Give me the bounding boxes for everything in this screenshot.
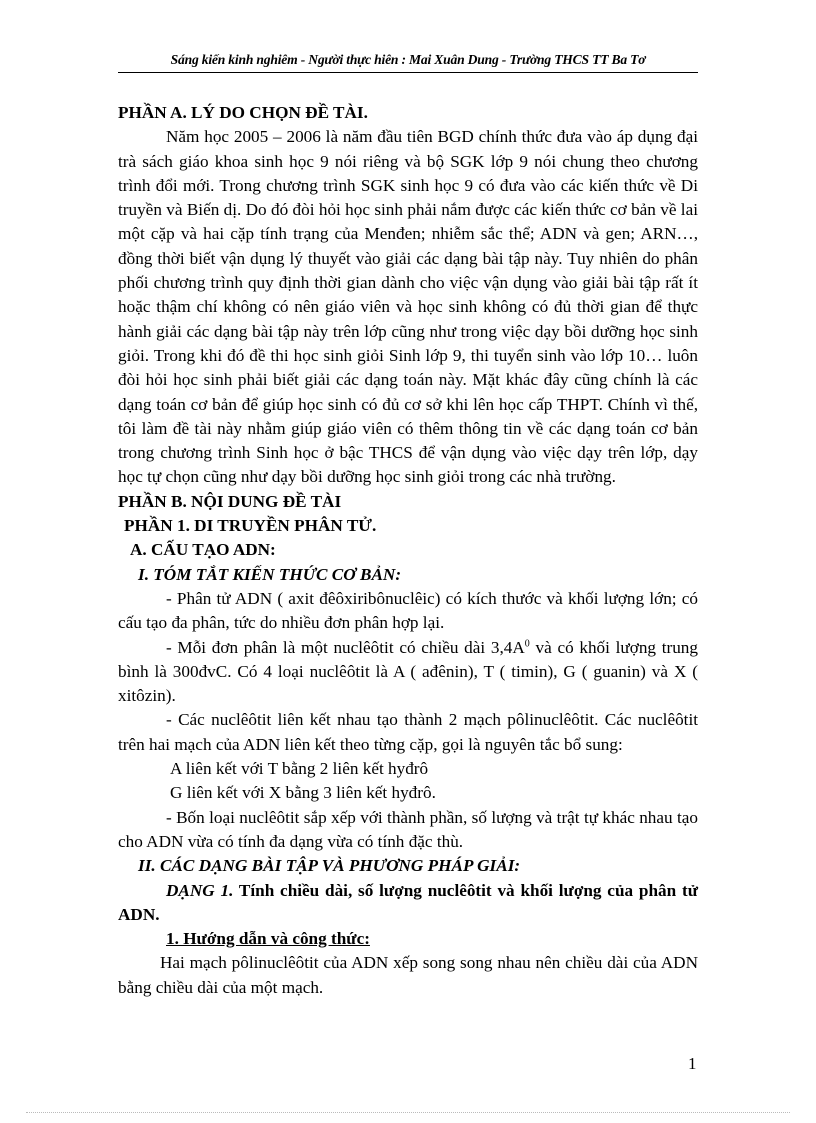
document-body	[118, 101, 698, 1000]
guide-paragraph: Hai mạch pôlinuclêôtit của ADN xếp song song nhau nên chiều dài của ADN bằng chiều dài của một mạch.	[118, 953, 698, 997]
dang-1-title: DẠNG 1. Tính chiều dài, số lượng nuclêôtit và khối lượng của phân tử ADN.	[118, 880, 699, 924]
section-i-title: I. TÓM TẮT KIẾN THỨC CƠ BẢN:	[138, 564, 402, 584]
guide-title: 1. Hướng dẫn và công thức:	[166, 929, 370, 949]
part-b-title: PHẦN B. NỘI DUNG ĐỀ TÀI	[118, 491, 342, 511]
section-ii-title: II. CÁC DẠNG BÀI TẬP VÀ PHƯƠNG PHÁP GIẢI:	[138, 856, 521, 876]
footer-divider	[26, 1112, 790, 1113]
page-number: 1	[688, 1054, 697, 1073]
section-a-title: A. CẤU TẠO ADN:	[130, 540, 276, 560]
bullet-adn-structure: - Phân tử ADN ( axit đêôxiribônuclêic) có kích thước và khối lượng lớn; có cấu tạo đa phân, tức do nhiều đơn phân hợp lại.	[118, 588, 698, 633]
bullet-complementary: - Các nuclêôtit liên kết nhau tạo thành 2 mạch pôlinuclêôtit. Các nuclêôtit trên hai mạch của ADN liên kết theo từng cặp, gọi là nguyên tắc bổ sung:	[118, 710, 698, 754]
bullet-diversity: - Bốn loại nuclêôtit sắp xếp với thành phần, số lượng và trật tự khác nhau tạo cho ADN vừa có tính đa dạng vừa có tính đặc thù.	[118, 807, 698, 851]
angstrom-superscript: 0	[524, 637, 530, 649]
pair-g-x: G liên kết với X bằng 3 liên kết hyđrô.	[170, 783, 436, 803]
pair-a-t: A liên kết với T bằng 2 liên kết hyđrô	[170, 759, 429, 779]
page-header: Sáng kiến kinh nghiêm - Người thực hiên : Mai Xuân Dung - Trường THCS TT Ba Tơ	[170, 52, 646, 67]
part-1-title: PHẦN 1. DI TRUYỀN PHÂN TỬ.	[124, 516, 377, 536]
part-a-paragraph: Năm học 2005 – 2006 là năm đầu tiên BGD chính thức đưa vào áp dụng đại trà sách giáo khoa sinh học 9 nói riêng và bộ SGK lớp 9 nói chung theo chương trình đổi mới. Trong chương trình SGK sinh học 9 có đưa vào các kiến thức về Di truyền và Biến dị. Do đó đòi hỏi học sinh phải nắm được các kiến thức cơ bản về lai một cặp và hai cặp tính trạng của Menđen; nhiễm sắc thể; ADN và gen; ARN…, đồng thời biết vận dụng lý thuyết vào giải các dạng bài tập này. Tuy nhiên do phân phối chương trình quy định thời gian dành cho việc vận dụng vào giải bài tập rất ít hoặc thậm chí không có nên giáo viên và học sinh không có đủ thời gian để thực hành giải các dạng bài tập này trên lớp cũng như trong việc dạy bồi dưỡng học sinh giỏi. Trong khi đó đề thi học sinh giỏi Sinh lớp 9, thi tuyển sinh vào lớp 10… luôn đòi hỏi học sinh phải biết giải các dạng toán này. Mặt khác đây cũng chính là các dạng toán cơ bản để giúp học sinh có đủ cơ sở khi lên học cấp THPT. Chính vì thế, tôi làm đề tài này nhằm giúp giáo viên có thêm thông tin về các dạng toán cơ bản trong chương trình Sinh học ở bậc THCS để vận dụng vào việc dạy trên lớp, dạy học tự chọn cũng như dạy bồi dưỡng học sinh giỏi trong các nhà trường.	[118, 127, 698, 487]
part-a-title: PHẦN A. LÝ DO CHỌN ĐỀ TÀI.	[118, 103, 368, 122]
header-divider	[118, 72, 698, 73]
bullet-nucleotide: - Mỗi đơn phân là một nuclêôtit có chiều dài $3,4A^0$ và có khối lượng trung bình là 300đvC. Có 4 loại nuclêôtit là A ( ađênin), T ( timin), G ( guanin) và X ( xitôzin).	[118, 637, 698, 706]
dang-1-label: DẠNG 1.	[166, 880, 234, 900]
